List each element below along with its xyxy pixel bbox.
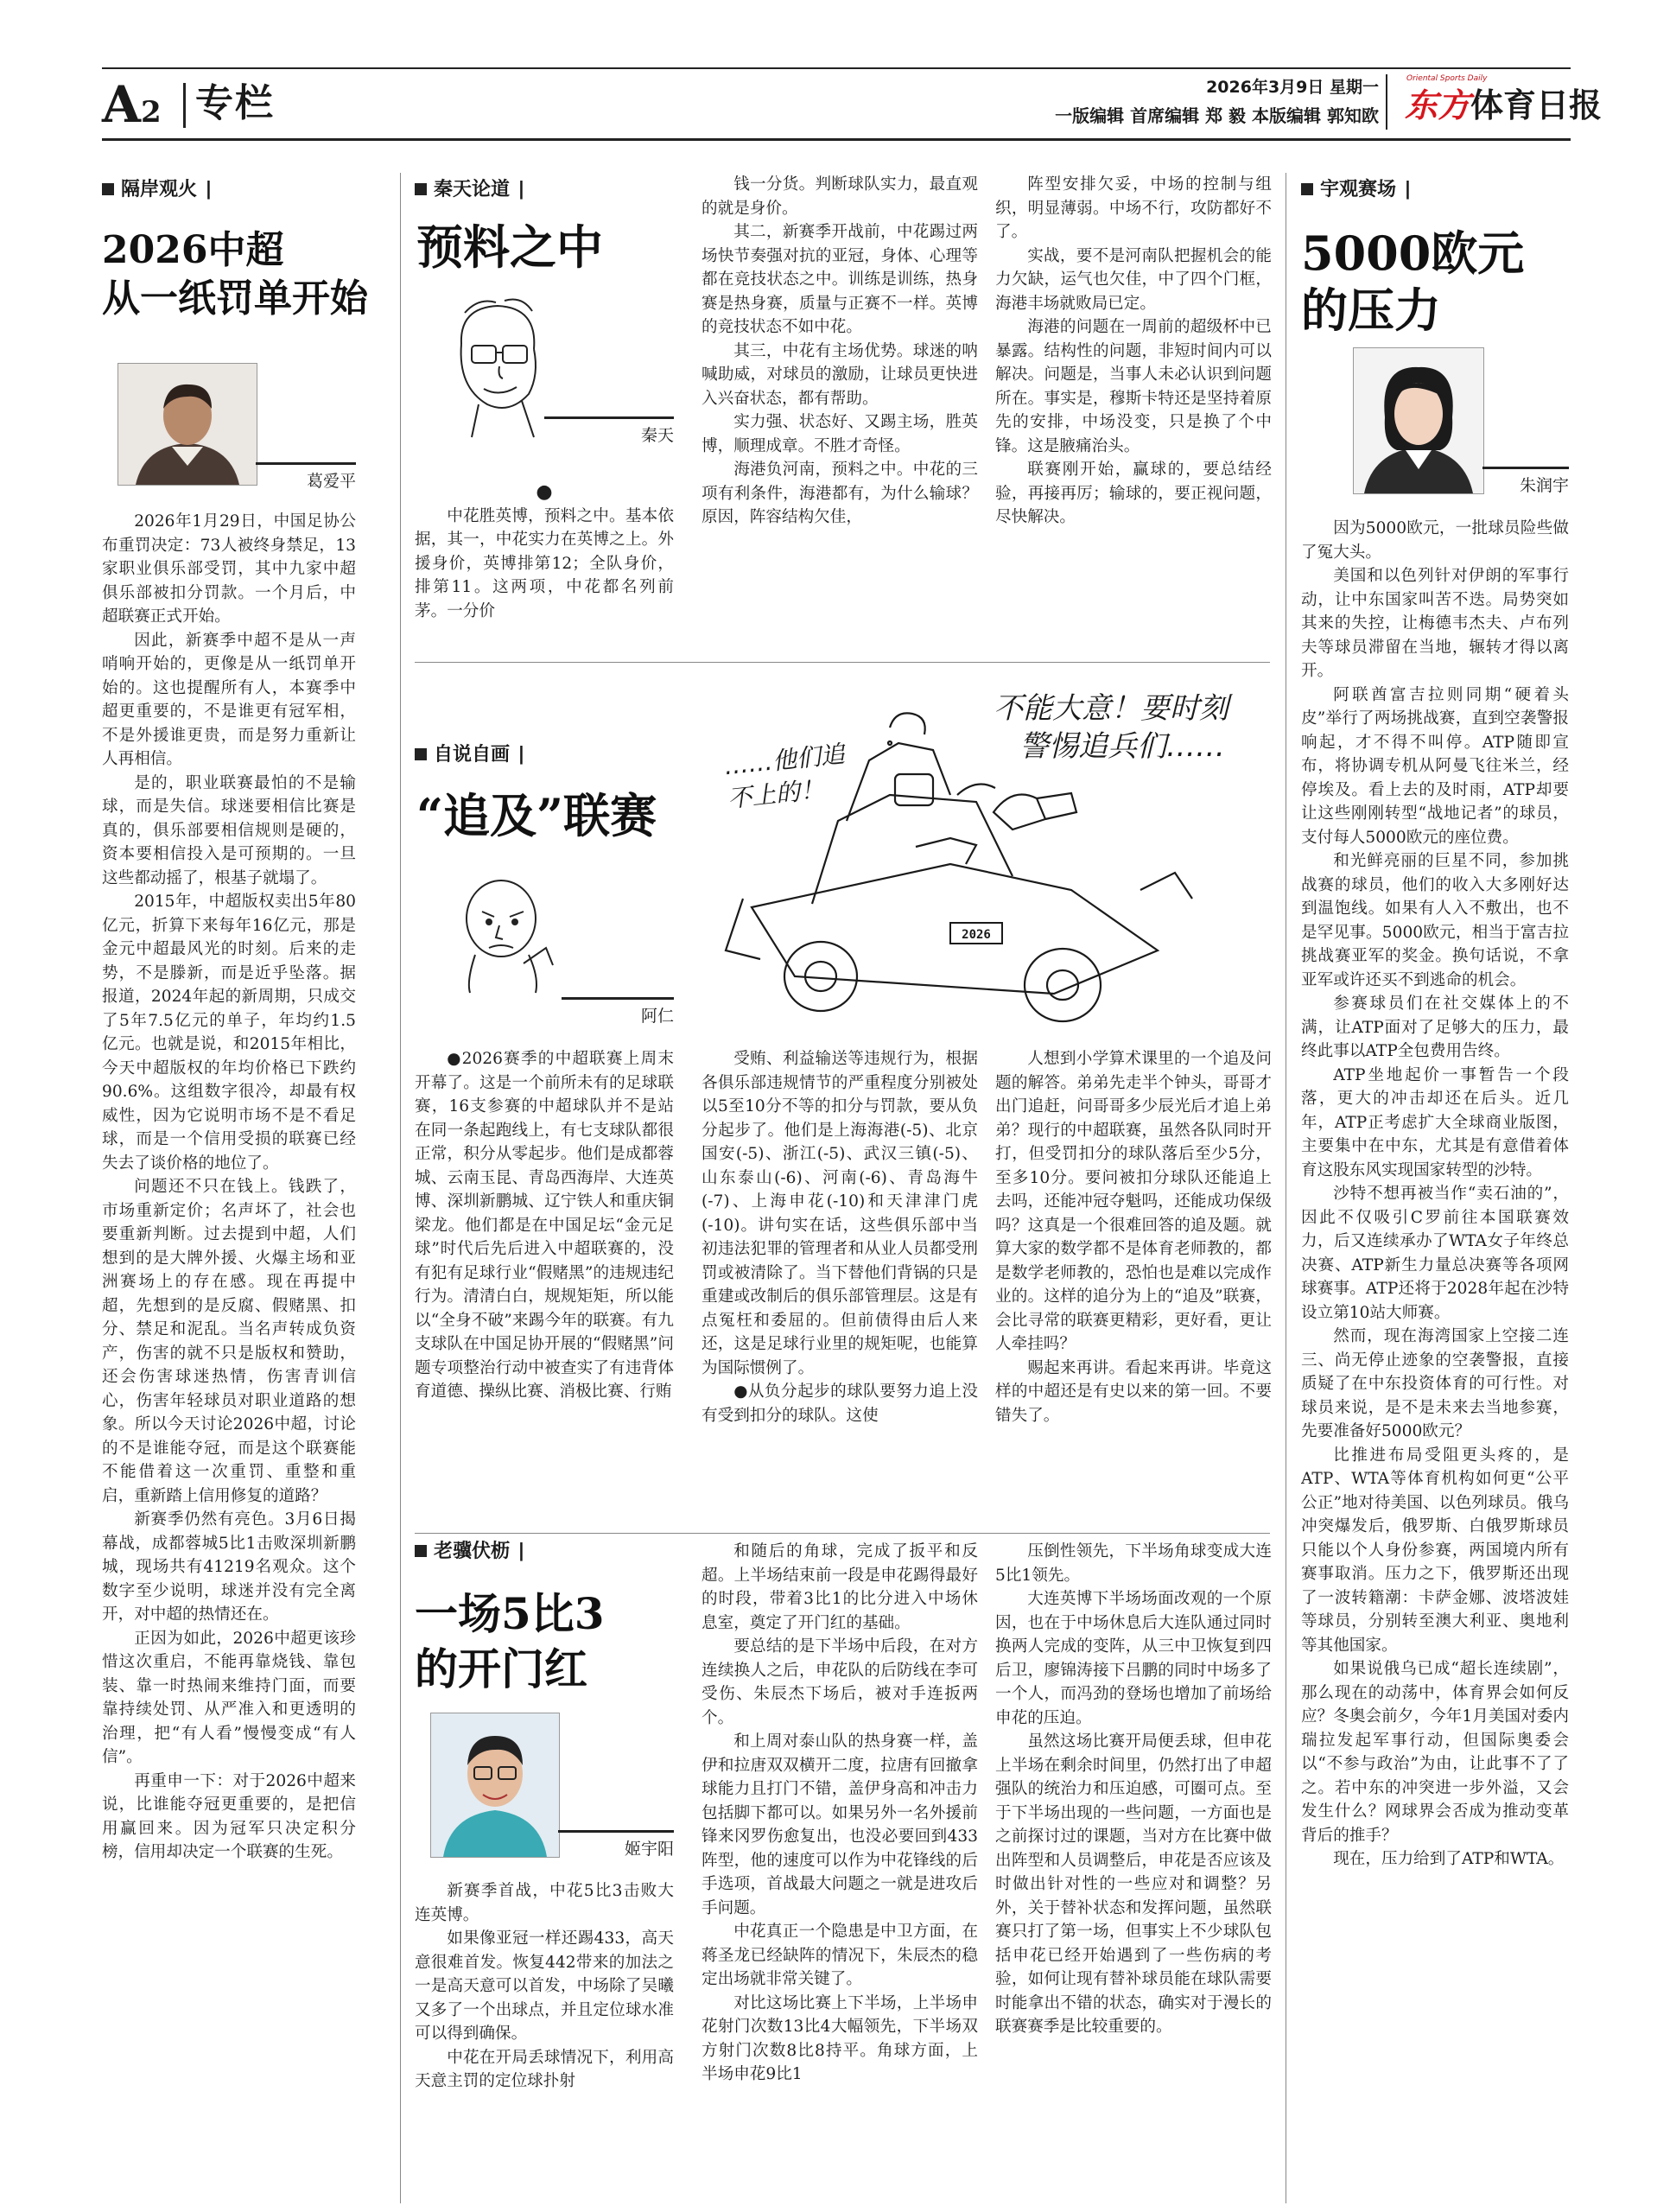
section-title: 专栏 [195, 81, 275, 125]
page-number [102, 74, 162, 143]
paragraph: 新赛季仍然有亮色。3月6日揭幕战，成都蓉城5比1击败深圳新鹏城，现场共有41219名观众。这个数字至少说明，球迷并没有完全离开，对中超的热情还在。 [102, 1510, 356, 1624]
masthead-black: 体育日报 [1470, 86, 1603, 124]
label-square-icon [1301, 183, 1313, 195]
paragraph: 海港负河南，预料之中。中花的三项有利条件，海港都有，为什么输球？原因，阵容结构欠佳， [702, 461, 978, 526]
label-square-icon [415, 183, 427, 195]
author-portrait-icon [1354, 348, 1483, 493]
col3-byline: 阿仁 [562, 997, 674, 1027]
masthead [1405, 85, 1602, 126]
col1-title [102, 226, 368, 323]
col5-label-text: 宇观赛场 [1320, 179, 1397, 200]
masthead-red: 东方 [1405, 86, 1471, 124]
col4-label: 老骥伏枥 ∣ [415, 1540, 526, 1564]
col5-title [1301, 225, 1524, 339]
col5-body [1301, 517, 1569, 2202]
paragraph: 再重申一下：对于2026中超来说，比谁能夺冠更重要的，是把信用赢回来。因为冠军只决定积分榜，信用却决定一个联赛的生死。 [102, 1771, 356, 1861]
paragraph: 海港的问题在一周前的超级杯中已暴露。结构性的问题，非短时间内可以解决。问题是，当事人未必认识到问题所在。事实是，穆斯卡特还是坚持着原先的安排，中场没变，只是换了个中锋。这是腋痛治头。 [995, 318, 1272, 455]
masthead-english: Oriental Sports Daily [1406, 74, 1488, 83]
header-top-rule [102, 67, 1571, 69]
col1-title-line1: 2026中超 [102, 228, 284, 272]
paragraph: 联赛刚开始，赢球的，要总结经验，再接再厉；输球的，要正视问题，尽快解决。 [995, 461, 1272, 526]
col5-byline: 朱润宇 [1482, 467, 1569, 496]
paragraph: 新赛季首战，中花5比3击败大连英博。 [415, 1882, 674, 1924]
paragraph: 阿联酋富吉拉则同期“硬着头皮”举行了两场挑战赛，直到空袭警报响起，才不得不叫停。ATP随即宣布，将协调专机从阿曼飞往米兰，经停埃及。看上去的及时雨，ATP却要让这些刚刚转型“战地记者”的球员，支付每人5000欧元的座位费。 [1301, 685, 1569, 847]
paragraph: 其三，中花有主场优势。球迷的呐喊助威，对球员的激励，让球员更快进入兴奋状态，都有帮助。 [702, 341, 978, 408]
paragraph: 中花真正一个隐患是中卫方面，在蒋圣龙已经缺阵的情况下，朱辰杰的稳定出场就非常关键了。 [702, 1923, 978, 1988]
col1-byline: 葛爱平 [256, 462, 356, 492]
editors-line: 一版编辑 首席编辑 郑 毅 本版编辑 郭知欧 [1055, 105, 1379, 126]
paragraph: 中花胜英博，预料之中。基本依据，其一，中花实力在英博之上。外援身价，英博排第12；全队身价，排第11。这两项，中花都名列前茅。一分价 [415, 506, 674, 620]
paragraph: 参赛球员们在社交媒体上的不满，让ATP面对了足够大的压力，最终此事以ATP全包费用告终。 [1301, 995, 1569, 1060]
col5-title-line2: 的压力 [1301, 283, 1441, 338]
col4-label-text: 老骥伏枥 [434, 1541, 511, 1562]
label-square-icon [102, 183, 114, 195]
paragraph: 现在，压力给到了ATP和WTA。 [1333, 1850, 1565, 1868]
col2-label: 秦天论道 ∣ [415, 178, 526, 202]
col3-body-a [415, 1047, 674, 1528]
paragraph: 其二，新赛季开战前，中花踢过两场快节奏强对抗的亚冠，身体、心理等都在竞技状态之中。训练是训练，热身赛是热身赛，质量与正赛不一样。英博的竞技状态不如中花。 [702, 223, 978, 336]
col4-body-c [995, 1540, 1272, 2203]
row-divider-2 [415, 1533, 1270, 1534]
col1-author-photo [117, 363, 257, 486]
paragraph: 实战，要不是河南队把握机会的能力欠缺，运气也欠佳，中了四个门框，海港丰场就败局已定。 [995, 246, 1272, 313]
paragraph: 沙特不想再被当作“卖石油的”，因此不仅吸引C罗前往本国联赛效力，后又连续承办了WTA女子年终总决赛、ATP新生力量总决赛等各项网球赛事。ATP还将于2028年起在沙特设立第10站大师赛。 [1301, 1185, 1569, 1322]
paragraph: 如果说俄乌已成“超长连续剧”，那么现在的动荡中，体育界会如何反应？冬奥会前夕，今年1月美国对委内瑞拉发起军事行动，但国际奥委会以“不参与政治”为由，让此事不了了之。若中东的冲突进一步外溢，又会发生什么？网球界会否成为推动变革背后的推手？ [1301, 1660, 1569, 1845]
paragraph: 比推进布局受阻更头疼的，是ATP、WTA等体育机构如何更“公平公正”地对待美国、以色列球员。俄乌冲突爆发后，俄罗斯、白俄罗斯球员只能以个人身份参赛，两国境内所有赛事取消。压力之下，俄罗斯还出现了一波转籍潮：卡萨金娜、波塔波娃等球员，分别转至澳大利亚、奥地利等其他国家。 [1301, 1446, 1569, 1655]
col1-body [102, 510, 356, 2202]
paragraph: 美国和以色列针对伊朗的军事行动，让中东国家叫苦不迭。局势突如其来的失控，让梅德韦杰夫、卢布列夫等球员滞留在当地，辗转才得以离开。 [1301, 567, 1569, 680]
paragraph: 问题还不只在钱上。钱跌了，市场重新定价；名声坏了，社会也要重新判断。过去提到中超，人们想到的是大牌外援、火爆主场和亚洲赛场上的存在感。现在再提中超，先想到的是反腐、假赌黑、扣分、禁足和泥乱。当名声转成负资产，伤害的就不只是版权和赞助，还会伤害球迷热情，伤害青训信心，伤害年轻球员对职业道路的想象。所以今天讨论2026中超，讨论的不是谁能夺冠，而是这个联赛能不能借着这一次重罚、重整和重启，重新踏上信用修复的道路？ [102, 1178, 356, 1505]
paragraph: 阵型安排欠妥，中场的控制与组织，明显薄弱。中场不行，攻防都好不了。 [995, 175, 1272, 241]
paragraph: 压倒性领先，下半场角球变成大连5比1领先。 [995, 1542, 1272, 1585]
col5-label: 宇观赛场 ∣ [1301, 178, 1413, 202]
col3-body-b [702, 1047, 978, 1528]
paragraph: 正因为如此，2026中超更该珍惜这次重启，不能再靠烧钱、靠包装、靠一时热闹来维持门面，而要靠持续处罚、从严准入和更透明的治理，把“有人看”慢慢变成“有人信”。 [102, 1629, 356, 1766]
col3-title: “追及”联赛 [416, 788, 657, 843]
cartoon-right-line1: 不能大意！要时刻 [994, 691, 1228, 726]
col4-byline: 姬宇阳 [558, 1830, 674, 1859]
page-num: 2 [141, 95, 162, 130]
col3-label-text: 自说自画 [434, 744, 511, 766]
paragraph: 和光鲜亮丽的巨星不同，参加挑战赛的球员，他们的收入大多刚好达到温饱线。如果有人入不敷出，也不是罕见事。5000欧元，相当于富吉拉挑战赛亚军的奖金。换句话说，不拿亚军或许还买不到逃命的机会。 [1301, 852, 1569, 989]
col3-body-c [995, 1047, 1272, 1528]
col4-body-b [702, 1540, 978, 2203]
paragraph: 要总结的是下半场中后段，在对方连续换人之后，申花队的后防线在李可受伤、朱辰杰下场后，被对手连扳两个。 [702, 1637, 978, 1727]
col4-title-line1: 一场5比3 [415, 1588, 605, 1639]
col3-cartoon [691, 691, 1279, 1028]
cartoon-right-bubble [994, 690, 1279, 766]
paragraph: 大连英博下半场场面改观的一个原因，也在于中场休息后大连队通过同时换两人完成的变阵，从三中卫恢复到四后卫，廖锦涛接下吕鹏的同时中场多了一个人，而冯劲的登场也增加了前场给申花的压迫。 [995, 1590, 1272, 1727]
paragraph: 因为5000欧元，一批球员险些做了冤大头。 [1301, 519, 1569, 562]
col2-body-b [702, 173, 978, 657]
page-letter: A [102, 75, 142, 134]
paragraph: 然而，现在海湾国家上空接二连三、尚无停止迹象的空袭警报，直接质疑了在中东投资体育的可行性。对球员来说，是不是未来去当地参赛，先要准备好5000欧元？ [1301, 1327, 1569, 1440]
paragraph: 是的，职业联赛最怕的不是输球，而是失信。球迷要相信比赛是真的，俱乐部要相信规则是硬的，资本要相信投入是可预期的。一旦这些都动摇了，根基子就塌了。 [102, 773, 356, 887]
paragraph: 钱一分货。判断球队实力，最直观的就是身价。 [702, 175, 978, 218]
col1-title-line2: 从一纸罚单开始 [102, 276, 368, 321]
issue-date: 2026年3月9日 星期一 [1206, 78, 1379, 97]
paragraph: 2026年1月29日，中国足协公布重罚决定：73人被终身禁足，13家职业俱乐部受罚，其中九家中超俱乐部被扣分罚款。一个月后，中超联赛正式开始。 [102, 512, 356, 626]
col1-label-text: 隔岸观火 [121, 179, 198, 200]
paragraph: ●从负分起步的球队要努力追上没有受到扣分的球队。这使 [702, 1382, 978, 1425]
col2-title: 预料之中 [416, 219, 603, 275]
paragraph: 和随后的角球，完成了扳平和反超。上半场结束前一段是申花踢得最好的时段，带着3比1的比分进入中场休息室，奠定了开门红的基础。 [702, 1542, 978, 1632]
cartoon-right-line2: 警惕追兵们…… [1019, 729, 1225, 764]
col5-author-photo [1353, 347, 1484, 494]
paragraph: 中花在开局丢球情况下，利用高天意主罚的定位球扑射 [415, 2048, 674, 2090]
col2-body-c [995, 173, 1272, 657]
cartoon-left-bubble: ……他们追不上的！ [722, 739, 847, 814]
paragraph: 赐起来再讲。看起来再讲。毕竟这样的中超还是有史以来的第一回。不要错失了。 [995, 1358, 1272, 1425]
row-divider-1 [415, 662, 1270, 663]
col4-title [415, 1586, 605, 1697]
paragraph: 如果像亚冠一样还踢433，高天意很难首发。恢复442带来的加法之一是高天意可以首发，中场除了吴曦又多了一个出球点，并且定位球水准可以得到确保。 [415, 1929, 674, 2043]
paragraph: 对比这场比赛上下半场，上半场申花射门次数13比4大幅领先，下半场双方射门次数8比8持平。角球方面，上半场申花9比1 [702, 1993, 978, 2083]
page-divider [183, 83, 186, 128]
paragraph: 实力强、状态好、又踢主场，胜英博，顺理成章。不胜才奇怪。 [702, 413, 978, 455]
paragraph: ATP坐地起价一事暂告一个段落，更大的冲击却还在后头。近几年，ATP正考虑扩大全球商业版图，主要集中在中东，尤其是有意借着体育这股东风实现国家转型的沙特。 [1301, 1065, 1569, 1179]
car-plate-text: 2026 [962, 928, 991, 942]
col2-byline: 秦天 [544, 416, 674, 446]
masthead-divider [1386, 74, 1387, 130]
paragraph: 因此，新赛季中超不是从一声哨响开始的，更像是从一纸罚单开始的。这也提醒所有人，本赛季中超更重要的，不是谁更有冠军相，不是外援谁更贵，而是努力重新让人再相信。 [102, 631, 356, 768]
paragraph: 受贿、利益输送等违规行为，根据各俱乐部违规情节的严重程度分别被处以5至10分不等的扣分与罚款，要从负分起步了。他们是上海海港(-5)、北京国安(-5)、浙江(-5)、武汉三镇(-5)、山东泰山(-6)、河南(-6)、青岛海牛(-7)、上海申花(-10)和天津津门虎(-10)。讲句实在话，这些俱乐部中当初违法犯罪的管理者和从业人员都受刑罚或被清除了。当下替他们背锅的只是重建或改制后的俱乐部管理层。这是有点冤枉和委屈的。但前债得由后人来还，这是足球行业里的规矩呢，也能算为国际惯例了。 [702, 1050, 978, 1377]
paragraph: 虽然这场比赛开局便丢球，但申花上半场在剩余时间里，仍然打出了申超强队的统治力和压迫感，可圈可点。至于下半场出现的一些问题，一方面也是之前探讨过的课题，当对方在比赛中做出阵型和人员调整后，申花是否应该及时做出针对性的一些应对和调整？另外，关于替补状态和发挥问题，虽然联赛只打了第一场，但事实上不少球队包括申花已经开始遇到了一些伤病的考验，如何让现有替补球员能在球队需要时能拿出不错的状态，确实对于漫长的联赛赛季是比较重要的。 [995, 1732, 1272, 2036]
col4-title-line2: 的开门红 [415, 1643, 587, 1694]
label-square-icon [415, 748, 427, 760]
col3-caricature [449, 868, 562, 994]
col1-label: 隔岸观火 ∣ [102, 178, 213, 202]
col5-title-line1: 5000欧元 [1301, 226, 1525, 281]
author-portrait-icon [431, 1713, 559, 1857]
col4-body-a [415, 1879, 674, 2203]
col-divider-1 [400, 173, 401, 2203]
paragraph: 2015年，中超版权卖出5年80亿元，折算下来每年16亿元，那是金元中超最风光的时刻。后来的走势，不是滕新，而是近乎坠落。据报道，2024年起的新周期，只成交了5年7.5亿元的单子，年均约1.5亿元。也就是说，和2015年相比，今天中超版权的年均价格已下跌约90.6%。这组数字很冷，却最有权威性，因为它说明市场不是不看足球，而是一个信用受损的联赛已经失去了谈价格的地位了。 [102, 893, 356, 1173]
col3-label: 自说自画 ∣ [415, 743, 526, 767]
paragraph: 和上周对泰山队的热身赛一样，盖伊和拉唐双双横开二度，拉唐有回撤拿球能力且打门不错，盖伊身高和冲击力包括脚下都可以。如果另外一名外援前锋来冈罗伤愈复出，也没必要回到433阵型，他的速度可以作为中花锋线的后手选项，首战最大问题之一就是进攻后手问题。 [702, 1732, 978, 1917]
paragraph: 人想到小学算术课里的一个追及问题的解答。弟弟先走半个钟头，哥哥才出门追赶，问哥哥多少辰光后才追上弟弟？现行的中超联赛，虽然各队同时开打，但受罚扣分的球队落后至少5分，至多10分。要问被扣分球队还能追上去吗，还能冲冠夺魁吗，还能成功保级吗？这真是一个很难回答的追及题。就算大家的数学都不是体育老师教的，都是数学老师教的，恐怕也是难以完成作业的。这样的追分为上的“追及”联赛，会比寻常的联赛更精彩，更好看，更让人牵挂吗？ [995, 1050, 1272, 1353]
header-bottom-rule [102, 138, 1571, 141]
col2-label-text: 秦天论道 [434, 179, 511, 200]
paragraph: ●2026赛季的中超联赛上周末开幕了。这是一个前所未有的足球联赛，16支参赛的中超球队并不是站在同一条起跑线上，有七支球队都很正常，积分从零起步。他们是成都蓉城、云南玉昆、青岛西海岸、大连英博、深圳新鹏城、辽宁铁人和重庆铜梁龙。他们都是在中国足坛“金元足球”时代后先后进入中超联赛的，没有犯有足球行业“假赌黑”的违规违纪行为。清清白白，规规矩矩，所以能以“全身不破”来踢今年的联赛。有九支球队在中国足协开展的“假赌黑”问题专项整治行动中被查实了有违背体育道德、操纵比赛、消极比赛、行贿 [415, 1050, 674, 1401]
author-portrait-icon [118, 364, 257, 485]
col4-author-photo [430, 1713, 560, 1858]
section-bullet-icon: ● [536, 481, 553, 503]
bald-caricature-icon [449, 868, 562, 994]
label-square-icon [415, 1545, 427, 1557]
col2-body-a [415, 480, 674, 653]
